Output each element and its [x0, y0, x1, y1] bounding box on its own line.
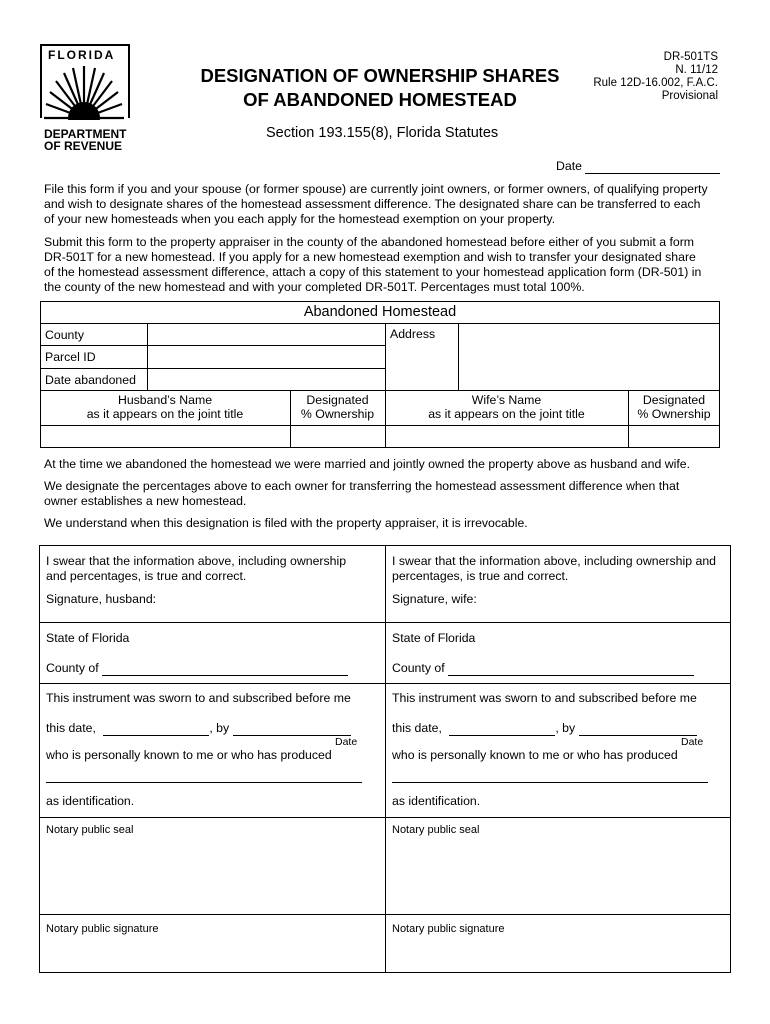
statement-designate-line: owner establishes a new homestead.	[44, 494, 247, 508]
logo-dept-line1: DEPARTMENT	[44, 127, 127, 141]
date-abandoned-input[interactable]	[148, 369, 384, 389]
address-input[interactable]	[459, 324, 719, 389]
form-number: DR-501TS	[663, 51, 718, 63]
identification-right: as identification.	[392, 794, 481, 808]
husband-oath-line: I swear that the information above, including ownership	[46, 554, 347, 568]
this-date-label: this date,	[46, 721, 96, 735]
county-input[interactable]	[148, 324, 384, 344]
county-label: County	[45, 328, 84, 342]
title-line2: OF ABANDONED HOMESTEAD	[243, 89, 517, 110]
sworn-left: This instrument was sworn to and subscribed before me	[46, 691, 351, 705]
by-left-field[interactable]	[233, 723, 351, 736]
husband-percent-input[interactable]	[291, 426, 384, 447]
date-field[interactable]	[585, 161, 720, 174]
designated-header-line: Designated	[306, 393, 369, 407]
form-revision: N. 11/12	[675, 64, 718, 76]
wife-oath-line: I swear that the information above, including ownership and	[392, 554, 717, 568]
intro-paragraph-2	[44, 235, 734, 295]
intro-paragraph-1	[44, 182, 734, 227]
statement-designate-line: We designate the percentages above to each owner for transferring the homestead assessment difference when that	[44, 479, 680, 493]
designated-header-line: % Ownership	[300, 407, 375, 421]
identification-left-field[interactable]	[46, 782, 362, 783]
date-abandoned-label: Date abandoned	[45, 373, 136, 387]
husband-name-header	[40, 393, 290, 421]
wife-name-header-line: as it appears on the joint title	[428, 407, 585, 421]
signature-wife-label: Signature, wife:	[392, 592, 477, 606]
title-line1: DESIGNATION OF OWNERSHIP SHARES	[200, 65, 560, 86]
husband-name-header-line: Husband’s Name	[117, 393, 213, 407]
statement-married: At the time we abandoned the homestead we were married and jointly owned the property above as husband and wife.	[44, 457, 690, 471]
this-date-left-row	[46, 721, 351, 736]
intro-p1-line: of your new homesteads when you each apply for the homestead exemption on your property.	[44, 212, 556, 226]
table-heading: Abandoned Homestead	[303, 304, 457, 320]
this-date-right-row	[392, 721, 697, 736]
intro-p2-line: the county of the new homestead and with your completed DR-501T. Percentages must total 100%.	[44, 280, 585, 294]
notary-signature-right: Notary public signature	[392, 923, 505, 935]
intro-p2-line: Submit this form to the property appraiser in the county of the abandoned homestead before either of you submit a form	[44, 235, 695, 249]
notary-signature-left: Notary public signature	[46, 923, 159, 935]
husband-oath-line: and percentages, is true and correct.	[46, 569, 247, 583]
known-left: who is personally known to me or who has produced	[46, 748, 332, 762]
signature-husband-field[interactable]	[160, 588, 380, 618]
wife-designated-header	[628, 393, 720, 421]
notary-seal-left: Notary public seal	[46, 824, 134, 836]
state-left: State of Florida	[46, 631, 130, 645]
husband-designated-header	[290, 393, 385, 421]
husband-name-input[interactable]	[41, 426, 289, 447]
address-label: Address	[390, 327, 436, 341]
date-left-field[interactable]	[103, 723, 209, 736]
wife-oath-line: percentages, is true and correct.	[392, 569, 569, 583]
husband-oath-text	[46, 554, 381, 584]
known-right: who is personally known to me or who has produced	[392, 748, 678, 762]
form-title	[190, 64, 570, 112]
form-status: Provisional	[661, 90, 718, 102]
signature-wife-field[interactable]	[490, 588, 726, 618]
date-label: Date	[556, 159, 582, 173]
parcel-id-input[interactable]	[148, 346, 384, 367]
date-caption-left: Date	[335, 736, 358, 748]
date-caption-right: Date	[681, 736, 704, 748]
form-rule: Rule 12D-16.002, F.A.C.	[593, 77, 718, 89]
wife-percent-input[interactable]	[629, 426, 719, 447]
date-right-field[interactable]	[449, 723, 555, 736]
form-identifier	[560, 51, 718, 103]
wife-oath-text	[392, 554, 728, 584]
statement-irrevocable: We understand when this designation is filed with the property appraiser, it is irrevocable.	[44, 516, 528, 530]
county-left-field[interactable]	[102, 663, 348, 676]
sworn-right: This instrument was sworn to and subscribed before me	[392, 691, 697, 705]
by-label: , by	[555, 721, 576, 735]
statement-designate	[44, 479, 734, 509]
county-right-field[interactable]	[448, 663, 694, 676]
sunburst-icon	[42, 66, 126, 120]
intro-p1-line: and wish to designate shares of the homestead assessment difference. The designated share can be transferred to each	[44, 197, 701, 211]
county-right-row	[392, 661, 694, 676]
identification-left: as identification.	[46, 794, 135, 808]
logo-state-name: FLORIDA	[48, 48, 116, 62]
wife-name-input[interactable]	[386, 426, 627, 447]
parcel-id-label: Parcel ID	[45, 350, 96, 364]
intro-p1-line: File this form if you and your spouse (or former spouse) are currently joint owners, or former owners, of qualifying property	[44, 182, 708, 196]
logo-dept-line2: OF REVENUE	[44, 139, 123, 153]
statute-reference: Section 193.155(8), Florida Statutes	[266, 125, 499, 141]
signature-husband-label: Signature, husband:	[46, 592, 157, 606]
designated-header-line: Designated	[642, 393, 706, 407]
county-of-label: County of	[46, 661, 99, 675]
state-right: State of Florida	[392, 631, 476, 645]
wife-name-header	[385, 393, 628, 421]
by-label: , by	[209, 721, 230, 735]
wife-name-header-line: Wife’s Name	[471, 393, 542, 407]
county-left-row	[46, 661, 348, 676]
husband-name-header-line: as it appears on the joint title	[86, 407, 244, 421]
intro-p2-line: of the homestead assessment difference, attach a copy of this statement to your homestead application form (DR-501) in	[44, 265, 702, 279]
designated-header-line: % Ownership	[637, 407, 711, 421]
intro-p2-line: DR-501T for a new homestead. If you apply for a new homestead exemption and wish to transfer your designated share	[44, 250, 696, 264]
county-of-label: County of	[392, 661, 445, 675]
identification-right-field[interactable]	[392, 782, 708, 783]
notary-seal-right: Notary public seal	[392, 824, 480, 836]
by-right-field[interactable]	[579, 723, 697, 736]
date-row	[556, 159, 720, 174]
florida-dor-logo	[40, 44, 130, 154]
this-date-label: this date,	[392, 721, 442, 735]
